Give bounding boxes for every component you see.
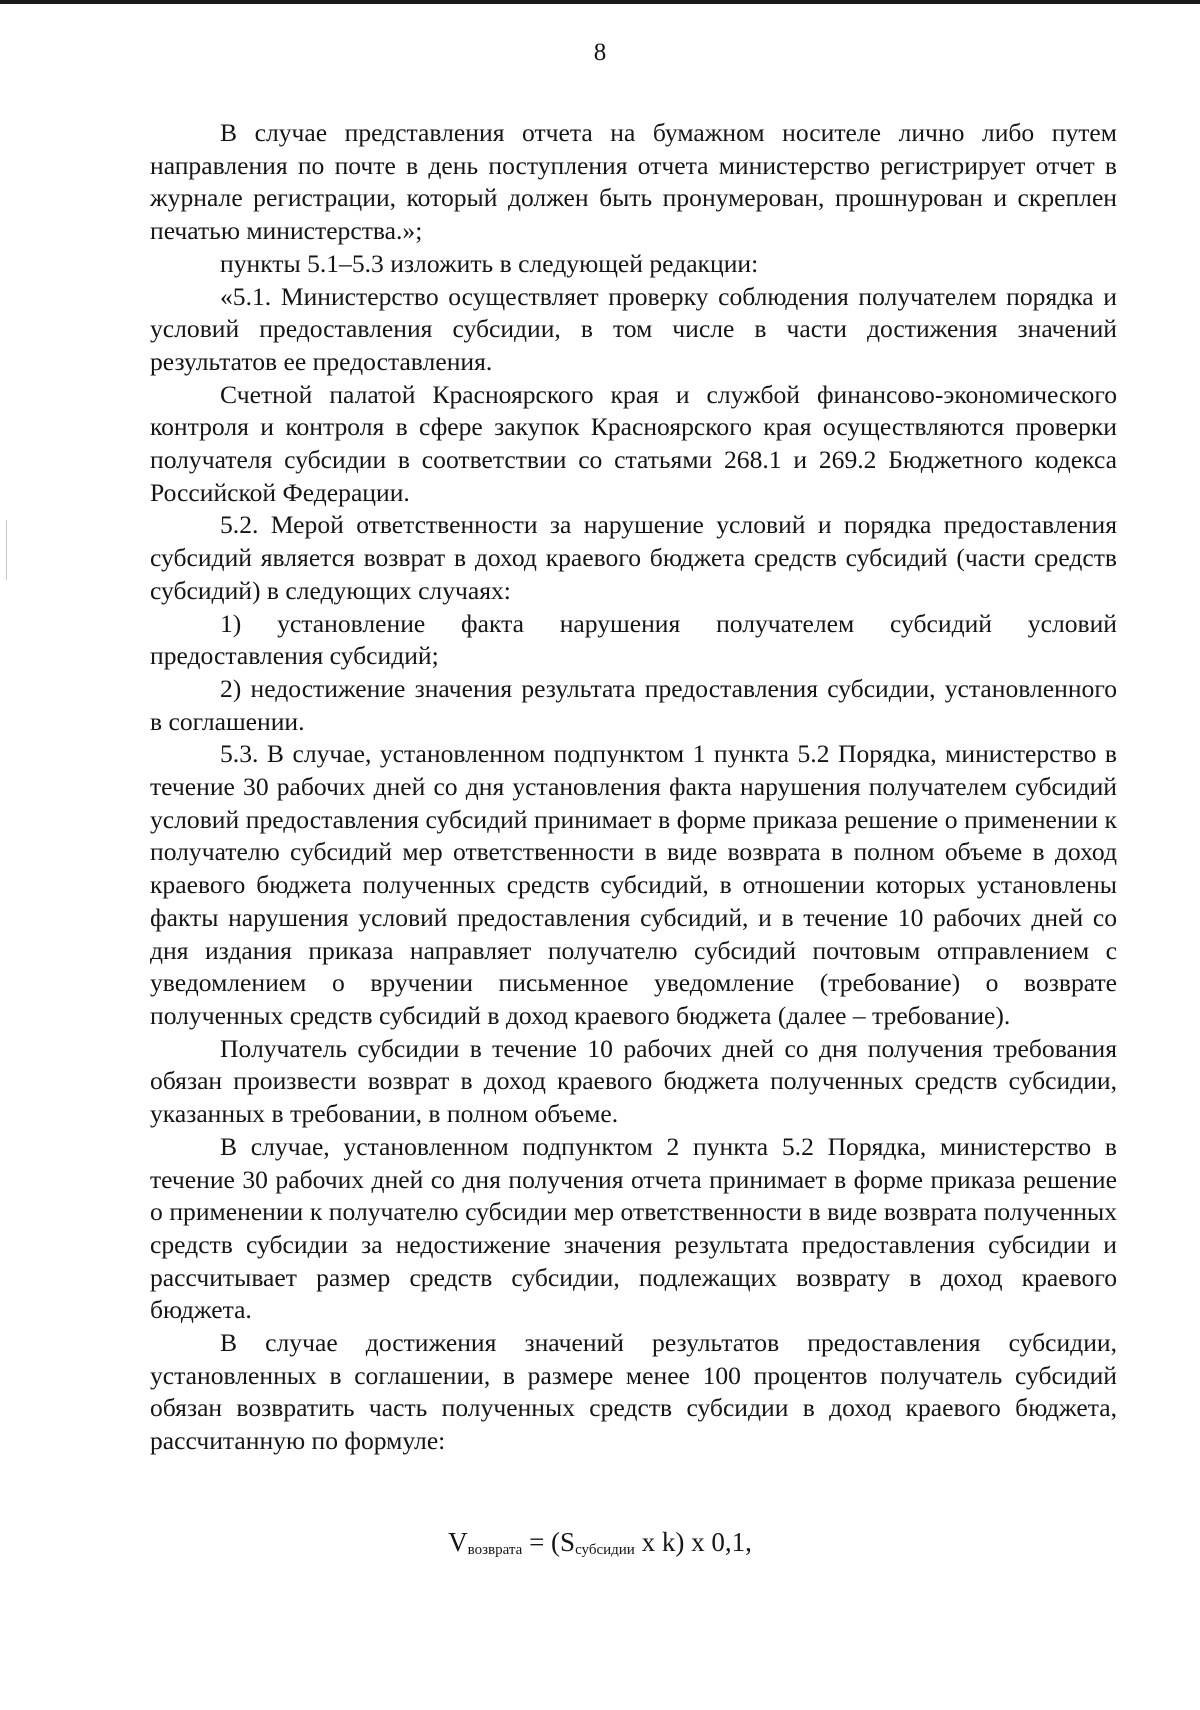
paragraph-subpoint-2-case: В случае, установленном подпунктом 2 пункта 5.2 Порядка, министерство в течение 30 рабочих дней со дня получения отчета принимает в форме приказа решение о применении к получателю субсидии мер ответственности в виде возврата полученных средств субсидии за недостижение значения результата предоставления субсидии и рассчитывает размер средств субсидии, подлежащих возврату в доход краевого бюджета. <box>150 1131 1117 1325</box>
document-body <box>150 117 1117 1458</box>
paragraph-case-2: 2) недостижение значения результата предоставления субсидии, установленного в соглашении. <box>150 673 1117 736</box>
formula-rest: x k) x 0,1, <box>634 1527 752 1557</box>
formula-equals: = ( <box>522 1527 561 1557</box>
formula-v-subscript: возврата <box>467 1542 523 1558</box>
scan-margin-mark <box>6 520 7 580</box>
top-scan-edge <box>0 0 1200 4</box>
formula-s-subscript: субсидии <box>575 1542 635 1558</box>
formula-v-symbol: V <box>448 1527 468 1557</box>
paragraph-formula-intro: В случае достижения значений результатов предоставления субсидии, установленных в соглашении, в размере менее 100 процентов получатель субсидий обязан возвратить часть полученных средств субсидии в доход краевого бюджета, рассчитанную по формуле: <box>150 1328 1117 1456</box>
formula-s-symbol: S <box>560 1527 576 1557</box>
page-number: 8 <box>593 39 607 66</box>
paragraph-case-1: 1) установление факта нарушения получателем субсидий условий предоставления субсидий; <box>150 608 1117 671</box>
paragraph-audit-chamber: Счетной палатой Красноярского края и службой финансово-экономического контроля и контроля в сфере закупок Красноярского края осуществляются проверки получателя субсидии в соответствии со статьями 268.1 и 269.2 Бюджетного кодекса Российской Федерации. <box>150 379 1117 507</box>
paragraph-5-1: «5.1. Министерство осуществляет проверку соблюдения получателем порядка и условий предоставления субсидии, в том числе в части достижения значений результатов ее предоставления. <box>150 281 1117 376</box>
paragraph-amendment-intro: пункты 5.1–5.3 изложить в следующей редакции: <box>220 248 759 278</box>
paragraph-return-obligation: Получатель субсидии в течение 10 рабочих дней со дня получения требования обязан произвести возврат в доход краевого бюджета полученных средств субсидии, указанных в требовании, в полном объеме. <box>150 1033 1117 1129</box>
paragraph-5-3: 5.3. В случае, установленном подпунктом 1 пункта 5.2 Порядка, министерство в течение 30 рабочих дней со дня установления факта нарушения получателем субсидий условий предоставления субсидий принимает в форме приказа решение о применении к получателю субсидий мер ответственности в виде возврата в полном объеме в доход краевого бюджета полученных средств субсидий, в отношении которых установлены факты нарушения условий предоставления субсидий, и в течение 10 рабочих дней со дня издания приказа направляет получателю субсидий почтовым отправлением с уведомлением о вручении письменное уведомление (требование) о возврате полученных средств субсидий в доход краевого бюджета (далее – требование). <box>150 739 1117 1030</box>
paragraph-report-registration: В случае представления отчета на бумажном носителе лично либо путем направления по почте в день поступления отчета министерство регистрирует отчет в журнале регистрации, который должен быть пронумерован, прошнурован и скреплен печатью министерства.»; <box>150 118 1117 246</box>
paragraph-5-2: 5.2. Мерой ответственности за нарушение условий и порядка предоставления субсидий является возврат в доход краевого бюджета средств субсидий (части средств субсидий) в следующих случаях: <box>150 510 1117 605</box>
return-formula <box>0 1525 1200 1567</box>
